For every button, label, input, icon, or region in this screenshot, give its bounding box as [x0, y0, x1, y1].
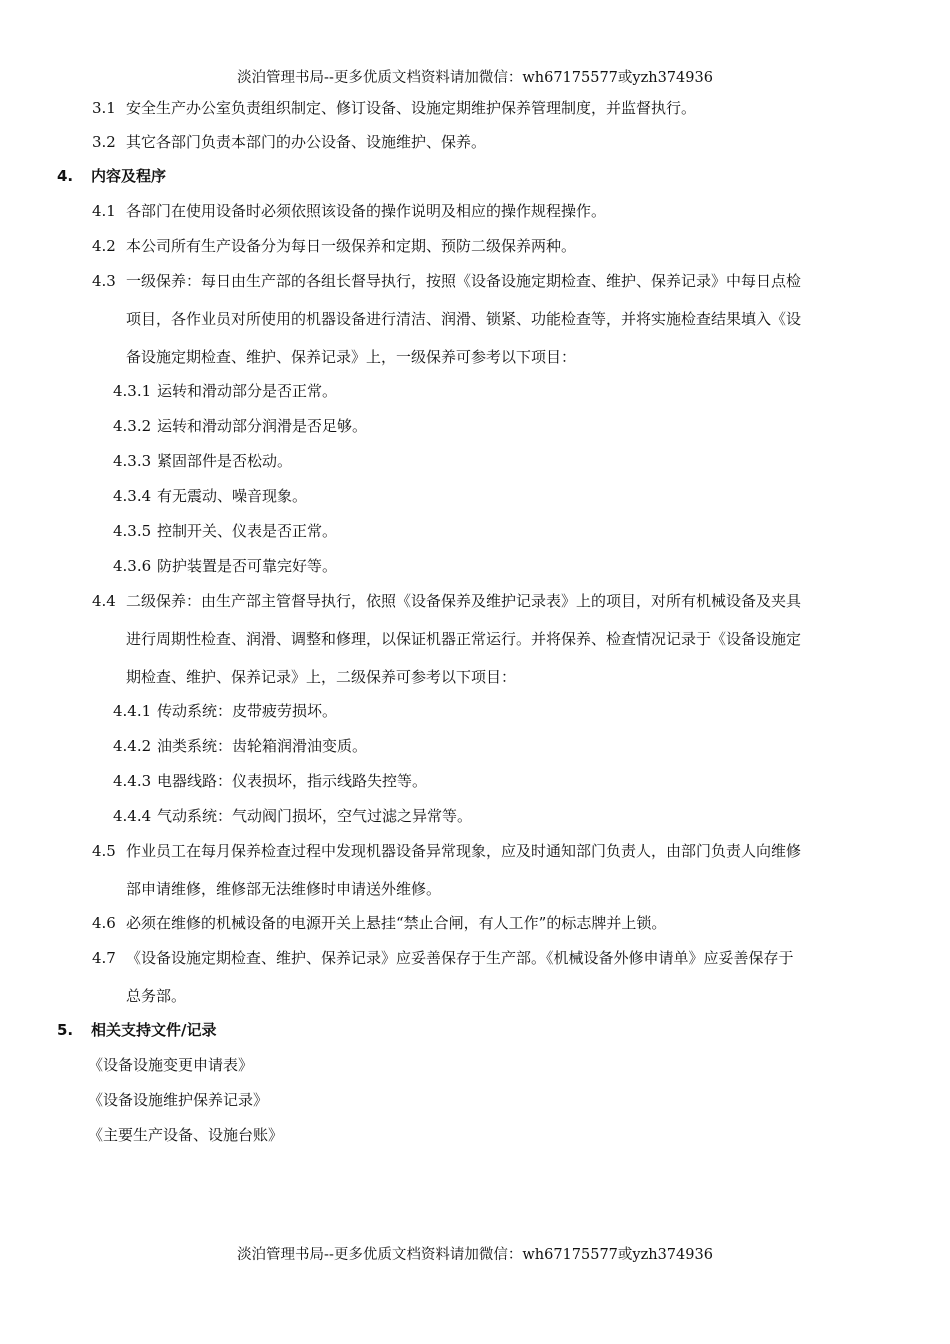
item-text-continued: 进行周期性检查、润滑、调整和修理，以保证机器正常运行。并将保养、检查情况记录于《设备设施定: [126, 630, 802, 648]
sub-number: 4.4.3: [113, 772, 152, 790]
list-item: [92, 948, 794, 968]
list-item: [92, 591, 801, 611]
item-number: 4.7: [92, 949, 116, 967]
item-text: 安全生产办公室负责组织制定、修订设备、设施定期维护保养管理制度，并监督执行。: [126, 99, 697, 117]
sub-number: 4.3.5: [113, 522, 152, 540]
page-header: 淡泊管理书局--更多优质文档资料请加微信：wh67175577或yzh374936: [237, 70, 713, 86]
item-text: 其它各部门负责本部门的办公设备、设施维护、保养。: [126, 133, 487, 151]
sub-number: 4.4.1: [113, 702, 152, 720]
sub-item: [113, 556, 337, 576]
list-item: [92, 913, 666, 933]
sub-text: 运转和滑动部分是否正常。: [157, 382, 338, 400]
item-number: 4.5: [92, 842, 116, 860]
item-text: 《设备设施定期检查、维护、保养记录》应妥善保存于生产部。《机械设备外修申请单》应妥善保存于: [126, 949, 794, 967]
list-item: [92, 271, 801, 291]
item-text-continued: 总务部。: [126, 987, 187, 1005]
item-number: 4.4: [92, 592, 116, 610]
list-item: [92, 201, 606, 221]
sub-text: 防护装置是否可靠完好等。: [157, 557, 338, 575]
sub-text: 紧固部件是否松动。: [157, 452, 293, 470]
sub-number: 4.3.2: [113, 417, 152, 435]
sub-text: 运转和滑动部分润滑是否足够。: [157, 417, 368, 435]
document-reference: 《主要生产设备、设施台账》: [88, 1126, 284, 1144]
page-footer: 淡泊管理书局--更多优质文档资料请加微信：wh67175577或yzh374936: [237, 1247, 713, 1263]
section-number: 5.: [57, 1021, 74, 1039]
item-text-continued: 备设施定期检查、维护、保养记录》上，一级保养可参考以下项目：: [126, 348, 577, 366]
section-title: 内容及程序: [91, 167, 167, 185]
section-heading-5: [57, 1020, 216, 1040]
section-heading-4: [57, 166, 166, 186]
item-number: 4.3: [92, 272, 116, 290]
sub-text: 气动系统：气动阀门损坏，空气过滤之异常等。: [157, 807, 473, 825]
list-item: [92, 236, 576, 256]
item-number: 3.1: [92, 99, 116, 117]
item-number: 3.2: [92, 133, 116, 151]
item-text: 必须在维修的机械设备的电源开关上悬挂“禁止合闸，有人工作”的标志牌并上锁。: [126, 914, 667, 932]
section-number: 4.: [57, 167, 74, 185]
sub-item: [113, 381, 337, 401]
sub-text: 有无震动、噪音现象。: [157, 487, 308, 505]
sub-number: 4.3.1: [113, 382, 152, 400]
sub-item: [113, 416, 367, 436]
list-item: [92, 132, 486, 152]
item-number: 4.2: [92, 237, 116, 255]
sub-item: [113, 736, 367, 756]
item-number: 4.6: [92, 914, 116, 932]
sub-item: [113, 771, 427, 791]
sub-item: [113, 451, 292, 471]
document-reference: 《设备设施维护保养记录》: [88, 1091, 269, 1109]
list-item: [92, 98, 696, 118]
sub-number: 4.4.4: [113, 807, 152, 825]
item-text: 二级保养：由生产部主管督导执行，依照《设备保养及维护记录表》上的项目，对所有机械设备及夹具: [126, 592, 802, 610]
sub-item: [113, 521, 337, 541]
sub-text: 电器线路：仪表损坏，指示线路失控等。: [157, 772, 428, 790]
sub-number: 4.3.6: [113, 557, 152, 575]
item-text: 作业员工在每月保养检查过程中发现机器设备异常现象，应及时通知部门负责人，由部门负责人向维修: [126, 842, 802, 860]
sub-number: 4.4.2: [113, 737, 152, 755]
item-text: 各部门在使用设备时必须依照该设备的操作说明及相应的操作规程操作。: [126, 202, 607, 220]
item-text: 本公司所有生产设备分为每日一级保养和定期、预防二级保养两种。: [126, 237, 577, 255]
sub-item: [113, 806, 472, 826]
item-text-continued: 项目，各作业员对所使用的机器设备进行清洁、润滑、锁紧、功能检查等，并将实施检查结果填入《设: [126, 310, 802, 328]
sub-item: [113, 701, 337, 721]
section-title: 相关支持文件/记录: [91, 1021, 217, 1039]
item-text-continued: 期检查、维护、保养记录》上，二级保养可参考以下项目：: [126, 668, 517, 686]
item-number: 4.1: [92, 202, 116, 220]
item-text-continued: 部申请维修，维修部无法维修时申请送外维修。: [126, 880, 442, 898]
sub-text: 控制开关、仪表是否正常。: [157, 522, 338, 540]
sub-text: 油类系统：齿轮箱润滑油变质。: [157, 737, 368, 755]
document-reference: 《设备设施变更申请表》: [88, 1056, 254, 1074]
list-item: [92, 841, 801, 861]
sub-text: 传动系统：皮带疲劳损坏。: [157, 702, 338, 720]
sub-number: 4.3.3: [113, 452, 152, 470]
item-text: 一级保养：每日由生产部的各组长督导执行，按照《设备设施定期检查、维护、保养记录》中每日点检: [126, 272, 802, 290]
sub-item: [113, 486, 307, 506]
sub-number: 4.3.4: [113, 487, 152, 505]
